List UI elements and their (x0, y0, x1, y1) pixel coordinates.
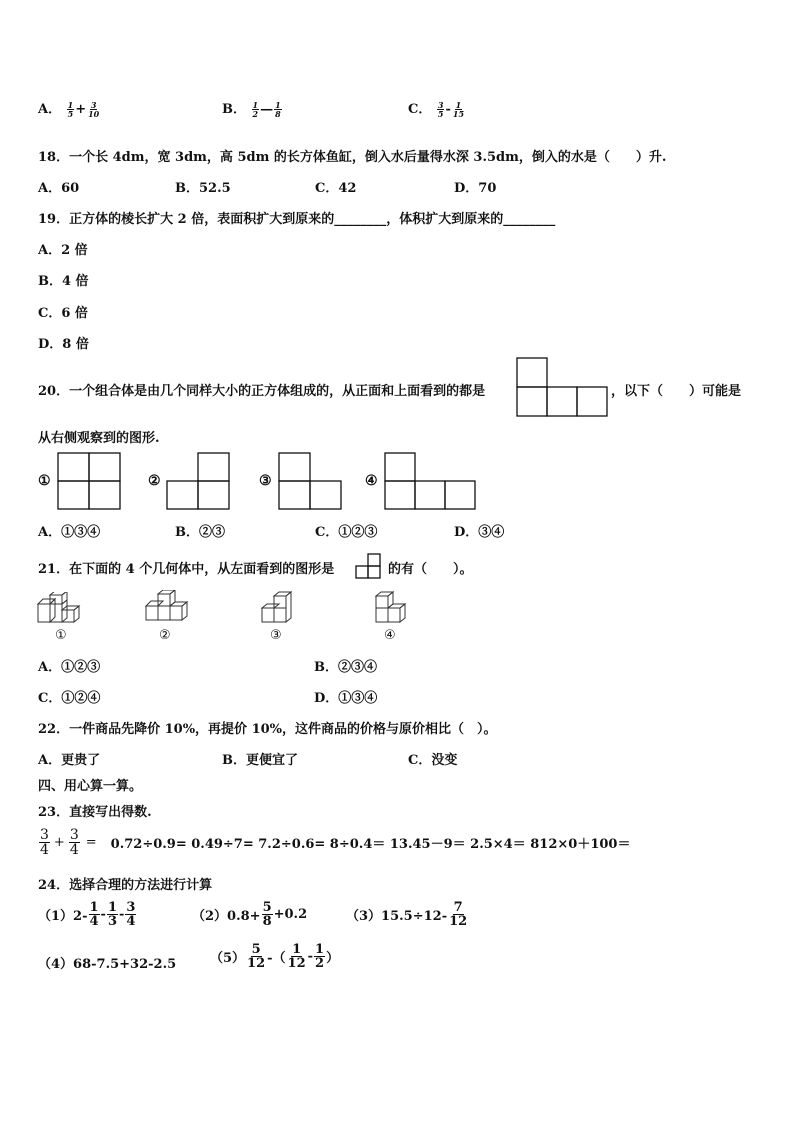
q20-stem-cont: 从右侧观察到的图形. (38, 431, 160, 446)
fraction: $\frac{1}{2}$ (252, 100, 259, 119)
q22-option-a: A．更贵了 (38, 753, 101, 768)
q20-stem-tail: ，以下（ ）可能是 (611, 384, 742, 399)
fraction: $\frac{5}{8}$ (262, 900, 272, 929)
q21-solid-label-2: ② (159, 628, 171, 643)
q19-option-a: A．2 倍 (38, 243, 88, 258)
q24-part-1: （1）2- $\frac{1}{4}$ - $\frac{1}{3}$ - $\frac{3}{4}$ (38, 900, 136, 929)
q21-solid-label-4: ④ (384, 628, 396, 643)
q20-figure-3 (278, 452, 342, 510)
q18-option-a: A．60 (38, 181, 80, 196)
q20-figure-1 (57, 452, 121, 510)
fraction: $\frac{3}{4}$ (126, 900, 136, 929)
q20-option-b: B．②③ (175, 525, 225, 540)
fraction: $\frac{5}{12}$ (247, 942, 266, 971)
q18-option-d: D．70 (454, 181, 497, 196)
q21-stem-tail: 的有（ ）。 (388, 562, 473, 577)
q20-figure-2 (166, 452, 230, 510)
q21-solid-4 (372, 590, 422, 626)
q20-reference-figure (516, 357, 610, 417)
fraction: $\frac{1}{4}$ (89, 900, 99, 929)
q21-stem: 21．在下面的 4 个几何体中，从左面看到的图形是 (38, 562, 335, 577)
q21-option-b: B．②③④ (314, 660, 377, 675)
q19-option-b: B．4 倍 (38, 274, 89, 289)
q20-figure-label-4: ④ (365, 473, 378, 489)
q24-stem: 24．选择合理的方法进行计算 (38, 878, 213, 893)
q19-stem: 19．正方体的棱长扩大 2 倍，表面积扩大到原来的________，体积扩大到原来的________ (38, 212, 556, 227)
q21-option-c: C．①②④ (38, 691, 101, 706)
q17-option-a: A． $\frac{1}{5}$ + $\frac{3}{10}$ (38, 100, 100, 119)
fraction: $\frac{3}{4}$ (69, 827, 79, 858)
q17-option-c: C． $\frac{3}{5}$ - $\frac{1}{15}$ (408, 100, 465, 119)
q20-figure-label-3: ③ (259, 473, 272, 489)
q21-solid-3 (258, 590, 308, 626)
q22-stem: 22．一件商品先降价 10%，再提价 10%，这件商品的价格与原价相比（ ）。 (38, 722, 497, 737)
fraction: $\frac{1}{8}$ (275, 100, 281, 119)
q23-stem: 23．直接写出得数. (38, 805, 152, 820)
q20-option-d: D．③④ (454, 525, 505, 540)
q24-part-5: （5） $\frac{5}{12}$ -（ $\frac{1}{12}$ - $\frac{1}{2}$ ） (210, 942, 340, 971)
q21-solid-label-1: ① (55, 628, 67, 643)
q21-option-a: A．①②③ (38, 660, 101, 675)
section-heading: 四、用心算一算。 (38, 779, 143, 794)
q20-option-c: C．①②③ (315, 525, 378, 540)
q20-stem: 20．一个组合体是由几个同样大小的正方体组成的，从正面和上面看到的都是 (38, 384, 486, 399)
fraction: $\frac{1}{2}$ (315, 942, 325, 971)
q19-option-c: C．6 倍 (38, 306, 88, 321)
q24-part-3: （3）15.5÷12- $\frac{7}{12}$ (346, 900, 468, 929)
q18-option-c: C．42 (315, 181, 357, 196)
fraction: $\frac{1}{3}$ (107, 900, 117, 929)
fraction: $\frac{7}{12}$ (449, 900, 468, 929)
q17-option-b: B． $\frac{1}{2}$ — $\frac{1}{8}$ (222, 100, 281, 119)
fraction: $\frac{3}{4}$ (40, 827, 49, 858)
q19-option-d: D．8 倍 (38, 337, 89, 352)
q20-figure-label-2: ② (148, 473, 161, 489)
fraction: $\frac{3}{10}$ (88, 100, 100, 119)
q20-option-a: A．①③④ (38, 525, 101, 540)
fraction: $\frac{3}{5}$ (437, 100, 444, 119)
q21-solid-2 (142, 590, 198, 626)
fraction: $\frac{1}{12}$ (287, 942, 306, 971)
q21-option-d: D．①③④ (314, 691, 378, 706)
q18-stem: 18．一个长 4dm，宽 3dm，高 5dm 的长方体鱼缸，倒入水后量得水深 3.5dm，倒入的水是（ ）升. (38, 150, 667, 165)
q24-part-2: （2）0.8+ $\frac{5}{8}$ +0.2 (192, 900, 308, 929)
q22-option-c: C．没变 (408, 753, 458, 768)
q21-solid-1 (36, 592, 92, 626)
q20-figure-4 (384, 452, 476, 510)
q22-option-b: B．更便宜了 (222, 753, 298, 768)
q20-figure-label-1: ① (38, 473, 51, 489)
fraction: $\frac{1}{15}$ (452, 100, 465, 119)
fraction: $\frac{1}{5}$ (67, 100, 74, 119)
q23-expressions: $\frac{3}{4}$ + $\frac{3}{4}$ = 0.72÷0.9= 0.49÷7= 7.2÷0.6= 8÷0.4＝ 13.45－9＝ 2.5×4＝ 812×0＋100＝ (40, 827, 631, 858)
q24-part-4: （4）68-7.5+32-2.5 (38, 957, 177, 972)
q21-reference-figure (355, 553, 381, 579)
q21-solid-label-3: ③ (270, 628, 282, 643)
q18-option-b: B．52.5 (175, 181, 231, 196)
